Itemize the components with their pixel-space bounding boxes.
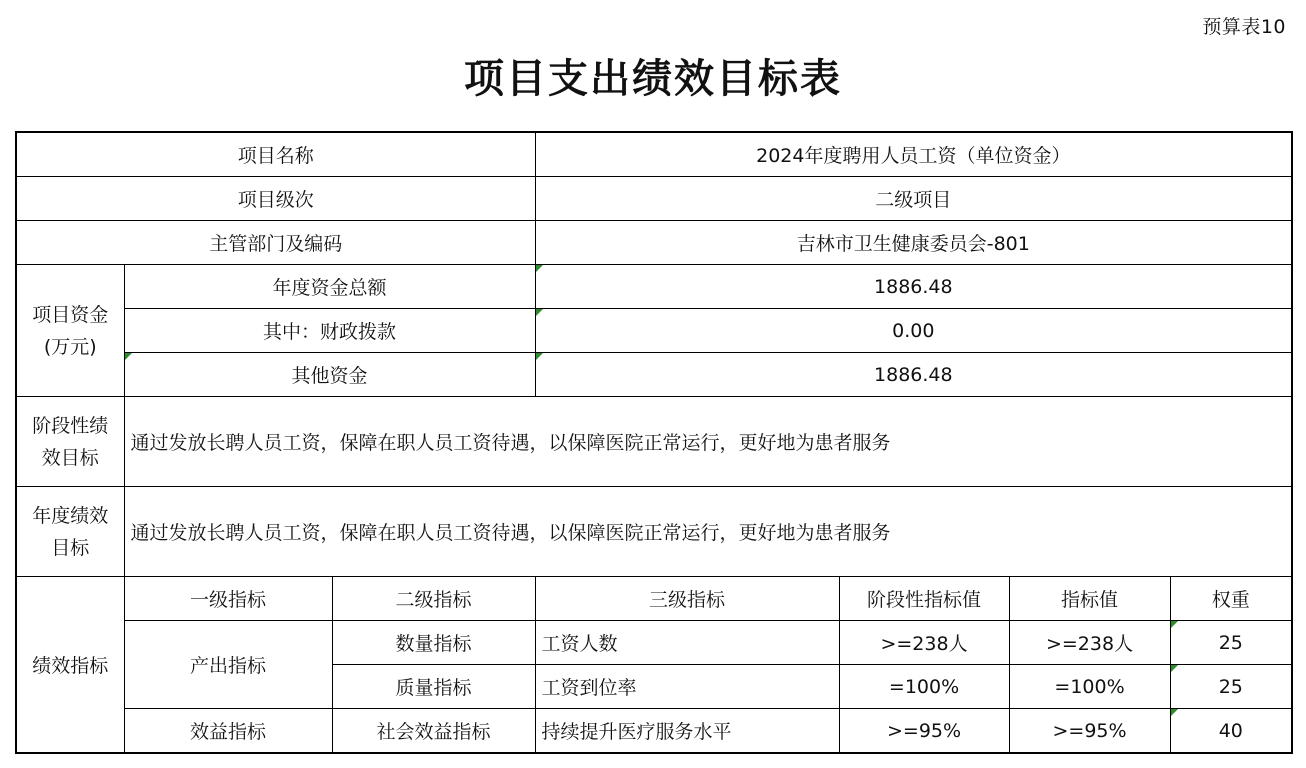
department-label: 主管部门及编码 (16, 221, 535, 265)
indicator-level3: 持续提升医疗服务水平 (535, 709, 839, 754)
indicator-stage-value: >=238人 (839, 621, 1009, 665)
annual-goal-text: 通过发放长聘人员工资，保障在职人员工资待遇，以保障医院正常运行，更好地为患者服务 (124, 487, 1292, 577)
header-value: 指标值 (1009, 577, 1170, 621)
funds-fiscal-value: 0.00 (892, 319, 935, 342)
annual-goal-label (16, 487, 124, 577)
header-level1: 一级指标 (124, 577, 332, 621)
funds-total-cell (535, 265, 1292, 309)
cell-marker-icon (536, 353, 543, 360)
indicator-level1-benefit: 效益指标 (124, 709, 332, 754)
indicator-stage-value: >=95% (839, 709, 1009, 754)
funds-group-label (16, 265, 124, 397)
indicator-value: >=95% (1009, 709, 1170, 754)
indicator-value: =100% (1009, 665, 1170, 709)
stage-goal-label-line2: 效目标 (41, 446, 99, 469)
department-value: 吉林市卫生健康委员会-801 (535, 221, 1292, 265)
annual-goal-label-line1: 年度绩效 (32, 504, 109, 527)
funds-other-value: 1886.48 (874, 363, 953, 386)
form-number-label: 预算表10 (1202, 16, 1286, 38)
stage-goal-text: 通过发放长聘人员工资，保障在职人员工资待遇，以保障医院正常运行，更好地为患者服务 (124, 397, 1292, 487)
indicator-weight: 40 (1218, 719, 1243, 742)
cell-marker-icon (125, 353, 132, 360)
indicator-weight-cell (1170, 665, 1292, 709)
indicator-level2: 数量指标 (332, 621, 535, 665)
indicator-weight: 25 (1218, 675, 1243, 698)
indicator-weight-cell (1170, 621, 1292, 665)
stage-goal-label (16, 397, 124, 487)
indicator-level3: 工资人数 (535, 621, 839, 665)
header-weight: 权重 (1170, 577, 1292, 621)
annual-goal-label-line2: 目标 (51, 536, 90, 559)
page-title: 项目支出绩效目标表 (464, 56, 842, 102)
funds-total-label: 年度资金总额 (124, 265, 535, 309)
funds-other-label-cell (124, 353, 535, 397)
indicator-value: >=238人 (1009, 621, 1170, 665)
funds-group-label-line2: (万元) (43, 335, 97, 358)
cell-marker-icon (536, 265, 543, 272)
performance-target-table (15, 131, 1293, 754)
indicator-level3: 工资到位率 (535, 665, 839, 709)
cell-marker-icon (536, 309, 543, 316)
project-name-label: 项目名称 (16, 132, 535, 177)
cell-marker-icon (1171, 709, 1178, 716)
indicator-level2: 质量指标 (332, 665, 535, 709)
project-level-label: 项目级次 (16, 177, 535, 221)
project-level-value: 二级项目 (535, 177, 1292, 221)
stage-goal-label-line1: 阶段性绩 (32, 414, 109, 437)
funds-group-label-line1: 项目资金 (32, 303, 109, 326)
header-level2: 二级指标 (332, 577, 535, 621)
header-stage-value: 阶段性指标值 (839, 577, 1009, 621)
cell-marker-icon (1171, 621, 1178, 628)
funds-fiscal-label: 其中：财政拨款 (124, 309, 535, 353)
funds-fiscal-cell (535, 309, 1292, 353)
indicators-group-label: 绩效指标 (16, 577, 124, 754)
indicator-level1-output: 产出指标 (124, 621, 332, 709)
cell-marker-icon (1171, 665, 1178, 672)
indicator-weight-cell (1170, 709, 1292, 754)
funds-other-label: 其他资金 (291, 365, 368, 387)
indicator-stage-value: =100% (839, 665, 1009, 709)
indicator-weight: 25 (1218, 631, 1243, 654)
header-level3: 三级指标 (535, 577, 839, 621)
funds-total-value: 1886.48 (874, 275, 953, 298)
funds-other-cell (535, 353, 1292, 397)
project-name-value: 2024年度聘用人员工资（单位资金） (535, 132, 1292, 177)
indicator-level2: 社会效益指标 (332, 709, 535, 754)
